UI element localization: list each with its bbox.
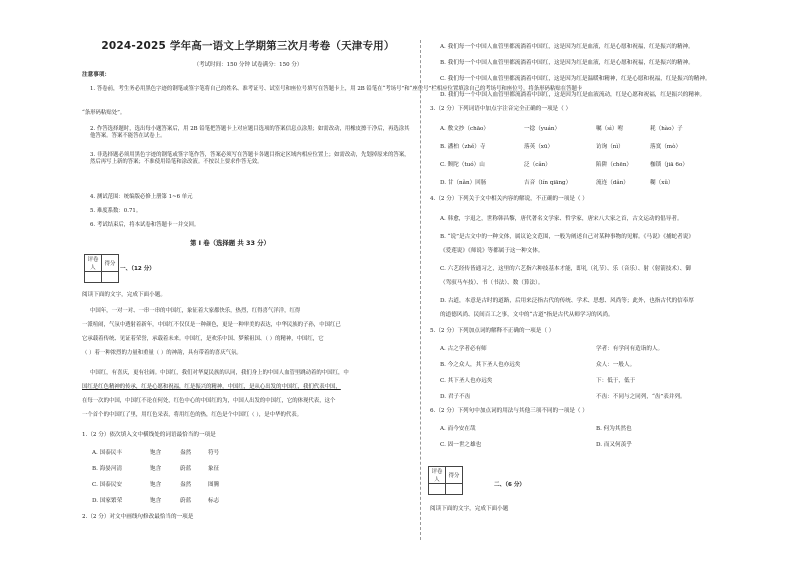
- section1-heading: 第 I 卷（选择题 共 33 分）: [190, 239, 270, 247]
- passage-line-2: 一派喧闹，气氛中透射着新年，中国红不仅仅是一种颜色，更是一种审美的表达，中华民族的子孙，中国红已: [82, 322, 341, 328]
- q2-option-b[interactable]: B. 我们每一个中国人血管里都流淌着中国红，这是因为红是血液，红是心愿和祝福，红是振兴的精神。: [440, 60, 694, 66]
- q3-option-b[interactable]: B. 潘柏（zhě）寺: [440, 144, 486, 150]
- q3-d-4: 糊（xǔ）: [650, 180, 674, 186]
- q1-d-word4: 标志: [208, 498, 220, 504]
- score-table-2: [428, 466, 463, 495]
- q3-b-2: 落英（xū）: [524, 144, 554, 150]
- q1-b-word4: 象征: [208, 466, 220, 472]
- q4-option-b[interactable]: B. “说”是古文中的一种文体，属议论文范围，一般为阐述自己对某种事物的见解。《马说》《捕蛇者说》: [440, 234, 694, 240]
- note-1: 1. 答卷前，考生务必用黑色字迹的钢笔或签字笔将自己的姓名、准考证号、试室号和座位号填写在答题卡上，用 2B 铅笔在“考场号”和“座位号”栏相应位置填涂自己的考场号和座位号。将条形码粘贴在答题卡: [90, 86, 583, 92]
- q5-option-d[interactable]: D. 君子不齿: [440, 394, 471, 400]
- passage-line-7: 在每一次的中国，中国红不论在何处，红色中心的中国红的为，中国人出发的中国红，它的体现代表，这个: [82, 398, 336, 404]
- q1-option-c[interactable]: C. 国泰民安: [92, 482, 123, 488]
- q5-option-a[interactable]: A. 古之学者必有师: [440, 346, 487, 352]
- q4-option-c[interactable]: C. 六艺经传皆通习之，这里的六艺指六种技基本才能，即礼（礼节）、乐（音乐）、射（射箭技术）、御: [440, 266, 691, 272]
- q3-c-3: 陷阱（chēn）: [596, 162, 633, 168]
- note-1b: “条形码粘贴处”。: [82, 110, 126, 116]
- score-cell-grader[interactable]: [85, 272, 102, 283]
- note-3: 3. 非选择题必须用黑色字迹的钢笔或签字笔作答，答案必须写在答题卡各题目指定区域内相应位置上；如需改动，先划掉原来的答案，然后再写上新的答案；不准使用铅笔和涂改液。不按以上要求作答无效。: [90, 152, 410, 165]
- score-label-grader: 评卷人: [85, 255, 102, 272]
- notes-heading: 注意事项：: [82, 72, 110, 78]
- q1-a-word4: 符号: [208, 450, 220, 456]
- q3-option-a[interactable]: A. 敷文抄（chāo）: [440, 126, 490, 132]
- q3-d-2: 吉音（lín qiāng）: [524, 180, 572, 186]
- q1-c-word4: 图腾: [208, 482, 220, 488]
- q1-a-word3: 盎然: [180, 450, 192, 456]
- q3-option-c[interactable]: C. 颓陀（tuó）山: [440, 162, 485, 168]
- q3-option-d[interactable]: D. 甘（nǎn）回肠: [440, 180, 487, 186]
- note-2: 2. 作答选择题时，选出每小题答案后，用 2B 铅笔把答题卡上对应题目选项的答案信息点涂黑；如需改动，用橡皮擦干净后，再选涂其他答案。答案不能答在试卷上。: [90, 126, 410, 139]
- score-table-1: [84, 254, 119, 283]
- passage-line-1: 中国年，一对一对、一串一串的中国红，象征着大家都快乐，热烈，红得喜气洋洋，红得: [90, 308, 301, 314]
- section2-part: 二、（6 分）: [494, 482, 526, 488]
- q2-option-c[interactable]: C. 我们每一个中国人血管里都流淌着中国红，这是因为红是温暖和精神，红是心愿和祝福，红是振兴的精神。: [440, 76, 711, 82]
- section2-intro: 阅读下面的文字，完成下面小题: [430, 506, 509, 512]
- q6-option-d[interactable]: D. 而又何羡乎: [596, 442, 632, 448]
- q1-stem: 1.（2 分）依次填入文中横线处的词语最恰当的一项是: [82, 432, 216, 438]
- q6-option-a[interactable]: A. 而今安在哉: [440, 426, 476, 432]
- q3-b-4: 落寞（mò）: [650, 144, 682, 150]
- q2-stem: 2.（2 分）对文中画线句修改最恰当的一项是: [82, 514, 194, 520]
- passage-line-5: 中国红，有喜庆，更有壮阔。中国红，我们对华夏民族的认同，我们身上的中国人血管里跳动着的中国红，中: [90, 370, 349, 376]
- note-5: 5. 难度系数：0.71。: [90, 208, 142, 214]
- q5-d-expl: 不齿：不同与之同列，“齿”表并列。: [596, 394, 686, 400]
- column-divider: [420, 40, 421, 540]
- q1-option-a[interactable]: A. 国泰民丰: [92, 450, 122, 456]
- q3-a-2: 一捻（yuán）: [524, 126, 561, 132]
- page-title: 2024-2025 学年高一语文上学期第三次月考卷（天津专用）: [101, 40, 395, 52]
- q4-option-a[interactable]: A. 韩愈，字退之，世称韩昌黎，唐代著名文学家、哲学家，唐宋八大家之首，古文运动的倡导者。: [440, 216, 683, 222]
- note-6: 6. 考试结束后，将本试卷和答题卡一并交回。: [90, 222, 200, 228]
- section1-part: 一、（12 分）: [120, 266, 155, 272]
- q4-stem: 4.（2 分）下列关于文中相关内容的解说，不正确的一项是（ ）: [430, 196, 588, 202]
- q1-a-word2: 饱含: [150, 450, 162, 456]
- q1-c-word2: 饱含: [150, 482, 162, 488]
- score-cell-grader-2[interactable]: [429, 484, 446, 495]
- q1-b-word2: 饱含: [150, 466, 162, 472]
- passage-line-4: （ ）着一种浓烈的力量和重量（ ）的神韵，具有带着的喜庆气氛。: [82, 350, 242, 356]
- q4-option-d[interactable]: D. 古道，本意是古时的道路，后用来泛指古代的传统、学术、思想、风尚等；此外，也指古代的信奉厚: [440, 298, 694, 304]
- q6-option-b[interactable]: B. 何为其然也: [596, 426, 632, 432]
- q5-option-b[interactable]: B. 今之众人，其下圣人也亦远矣: [440, 362, 521, 368]
- q3-c-4: 枷锁（jiā 6o）: [650, 162, 688, 168]
- score-label-grader-2: 评卷人: [429, 467, 446, 484]
- q6-option-c[interactable]: C. 固一世之雄也: [440, 442, 482, 448]
- q5-b-expl: 众人：一般人。: [596, 362, 636, 368]
- q4-option-d-cont: 的道德风尚、民间百工之事，文中的“古道”指是古代从师学习的风尚。: [440, 312, 614, 318]
- q1-option-b[interactable]: B. 海晏河清: [92, 466, 123, 472]
- q3-stem: 3.（2 分）下列词语中加点字注音完全正确的一项是（ ）: [430, 106, 572, 112]
- q5-option-c[interactable]: C. 其下圣人也亦远矣: [440, 378, 493, 384]
- score-label-score: 得分: [102, 255, 119, 272]
- note-4: 4. 测试范围：统编版必修上册第 1~6 单元: [90, 194, 193, 200]
- q3-c-2: 泛（cǎn）: [524, 162, 551, 168]
- q2-option-d[interactable]: D. 我们每一个中国人血管里都流淌着中国红，这是因为红是血液流动，红是心愿和祝福，红是振兴的精神。: [440, 92, 706, 98]
- exam-info: （考试时间：150 分钟 试卷满分：150 分）: [193, 62, 303, 68]
- q2-option-a[interactable]: A. 我们每一个中国人血管里都流淌着中国红，这是因为红是血液，红是心愿和祝福，红是振兴的精神。: [440, 44, 694, 50]
- passage-line-6: 国红是红色精神的传承，红是心愿和祝福，红是振兴的精神，中国红，是从心出发的中国红，我们代表中国，: [82, 384, 341, 390]
- q6-stem: 6.（2 分）下列句中加点词的用法与其他三项不同的一项是（ ）: [430, 408, 588, 414]
- q4-option-b-cont: 《爱莲说》《师说》等都属于这一种文体。: [440, 248, 544, 254]
- passage-line-3: 它承载着传统、见证着荣誉，承载着未来。中国红，是欢乐中国、梦萦祖国、（ ）的精神，中国红，它: [82, 336, 324, 342]
- passage-intro: 阅读下面的文字，完成下面小题。: [82, 292, 166, 298]
- q1-d-word3: 蔚蓝: [180, 498, 192, 504]
- q3-d-3: 流连（dǎn）: [596, 180, 629, 186]
- score-cell-score[interactable]: [102, 272, 119, 283]
- q5-a-expl: 学者：有学问有造诣的人。: [596, 346, 664, 352]
- q3-a-3: 嘱（sì）咐: [596, 126, 624, 132]
- score-label-score-2: 得分: [446, 467, 463, 484]
- q4-option-c-cont: （驾驭马车技）、书（书法）、数（算法）。: [440, 280, 544, 286]
- q5-c-expl: 下：低于，低于: [596, 378, 636, 384]
- q3-a-4: 耗（hào）子: [650, 126, 683, 132]
- q1-c-word3: 盎然: [180, 482, 192, 488]
- q3-b-3: 访询（nì）: [596, 144, 624, 150]
- passage-line-8: 一个首个的中国红了里，用红色采表，将用红色的热，红色是个中国红（ ），是中华的代表。: [82, 412, 303, 418]
- q5-stem: 5.（2 分）下列加点词的解释不正确的一项是（ ）: [430, 328, 555, 334]
- q1-option-d[interactable]: D. 国家繁荣: [92, 498, 123, 504]
- score-cell-score-2[interactable]: [446, 484, 463, 495]
- q1-d-word2: 饱含: [150, 498, 162, 504]
- q1-b-word3: 蔚蓝: [180, 466, 192, 472]
